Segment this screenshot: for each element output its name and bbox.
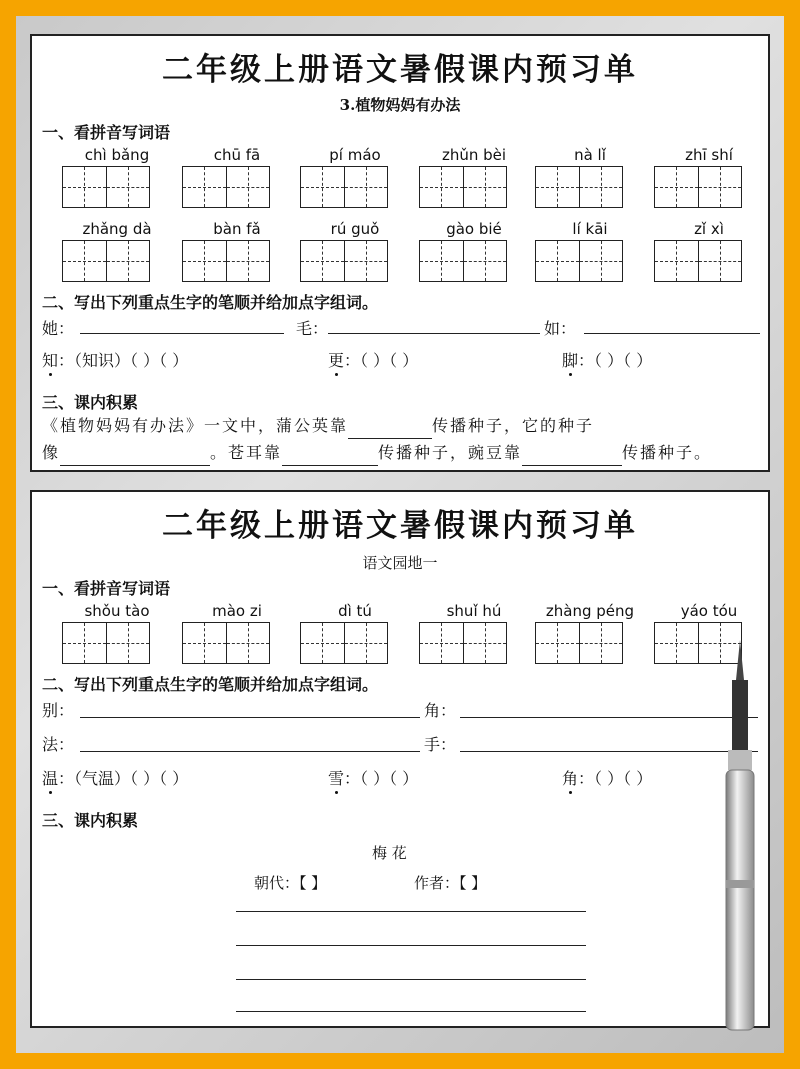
section-pinyin-heading: 一、看拼音写词语 (42, 579, 171, 598)
pinyin-label: zhàng péng (545, 602, 635, 620)
writing-grid[interactable] (182, 622, 270, 664)
page-title: 二年级上册语文暑假课内预习单 (162, 508, 638, 544)
writing-grid[interactable] (654, 166, 742, 208)
dotted-char: 知 (42, 348, 58, 371)
dotted-char: 温 (42, 766, 58, 789)
writing-grid[interactable] (182, 166, 270, 208)
section-stroke-heading: 二、写出下列重点生字的笔顺并给加点字组词。 (42, 293, 379, 312)
stroke-char: 她： (42, 319, 75, 338)
writing-grid[interactable] (654, 240, 742, 282)
fill-paragraph (42, 412, 758, 466)
pinyin-label: rú guǒ (330, 220, 380, 238)
pinyin-label: chū fā (213, 146, 261, 164)
lesson-subtitle: 语文园地一 (362, 554, 438, 572)
stroke-char: 法： (42, 735, 75, 754)
dotted-char: 更 (328, 348, 344, 371)
stroke-char: 毛： (296, 319, 329, 338)
writing-grid[interactable] (535, 166, 623, 208)
pinyin-label: gào bié (446, 220, 502, 238)
pinyin-label: yáo tóu (680, 602, 738, 620)
answer-line[interactable] (80, 716, 420, 718)
answer-line[interactable] (460, 750, 758, 752)
section-stroke-heading: 二、写出下列重点生字的笔顺并给加点字组词。 (42, 675, 379, 694)
fountain-pen-icon (716, 640, 756, 1040)
blank-line[interactable] (348, 418, 432, 439)
paragraph-text: 传播种子，它的种子 (432, 416, 595, 435)
writing-grid[interactable] (419, 166, 507, 208)
paragraph-text: 传播种子。 (622, 443, 713, 462)
word-brackets[interactable]: ：（ ）（ ） (344, 769, 419, 788)
dotted-char: 角 (562, 766, 578, 789)
writing-grid[interactable] (182, 240, 270, 282)
poem-author[interactable]: 作者：【 】 (414, 874, 487, 892)
lesson-subtitle: 3.植物妈妈有办法 (339, 96, 461, 114)
answer-line[interactable] (80, 750, 420, 752)
answer-line[interactable] (80, 332, 284, 334)
word-brackets[interactable]: ：（知识）（ ）（ ） (58, 351, 189, 370)
answer-line[interactable] (584, 332, 760, 334)
pinyin-label: chì bǎng (84, 146, 150, 164)
pinyin-label: pí máo (329, 146, 381, 164)
poem-line[interactable] (236, 944, 586, 946)
stroke-char: 角： (424, 701, 457, 720)
pinyin-label: mào zi (212, 602, 262, 620)
pinyin-label: zhǎng dà (82, 220, 152, 238)
stroke-char: 别： (42, 701, 75, 720)
pinyin-label: dì tú (338, 602, 372, 620)
blank-line[interactable] (522, 445, 622, 466)
writing-grid[interactable] (419, 622, 507, 664)
paragraph-text: 像 (42, 443, 61, 462)
poem-line[interactable] (236, 978, 586, 980)
paragraph-text: 《植物妈妈有办法》一文中，蒲公英靠 (42, 416, 349, 435)
writing-grid[interactable] (62, 622, 150, 664)
writing-grid[interactable] (62, 240, 150, 282)
word-brackets[interactable]: ：（气温）（ ）（ ） (58, 769, 189, 788)
pinyin-label: zhī shí (685, 146, 733, 164)
word-brackets[interactable]: ：（ ）（ ） (344, 351, 419, 370)
section-accumulate-heading: 三、课内积累 (42, 811, 139, 830)
poem-title: 梅 花 (372, 844, 407, 862)
pinyin-label: zhǔn bèi (441, 146, 507, 164)
writing-grid[interactable] (535, 240, 623, 282)
blank-line[interactable] (282, 445, 378, 466)
pinyin-label: shǒu tào (84, 602, 150, 620)
pinyin-label: bàn fǎ (213, 220, 261, 238)
page-title: 二年级上册语文暑假课内预习单 (162, 52, 638, 88)
writing-grid[interactable] (419, 240, 507, 282)
worksheet-1 (30, 34, 770, 472)
writing-grid[interactable] (62, 166, 150, 208)
poem-dynasty[interactable]: 朝代：【 】 (254, 874, 327, 892)
blank-line[interactable] (60, 445, 210, 466)
stroke-char: 如： (544, 319, 577, 338)
answer-line[interactable] (328, 332, 540, 334)
word-group-row (562, 348, 758, 371)
writing-grid[interactable] (535, 622, 623, 664)
pinyin-label: zǐ xì (694, 220, 724, 238)
word-brackets[interactable]: ：（ ）（ ） (578, 769, 653, 788)
section-accumulate-heading: 三、课内积累 (42, 393, 139, 412)
writing-grid[interactable] (300, 240, 388, 282)
paragraph-text: 。苍耳靠 (210, 443, 283, 462)
stroke-char: 手： (424, 735, 457, 754)
writing-grid[interactable] (300, 622, 388, 664)
worksheet-2 (30, 490, 770, 1028)
poem-line[interactable] (236, 910, 586, 912)
word-brackets[interactable]: ：（ ）（ ） (578, 351, 653, 370)
writing-grid[interactable] (300, 166, 388, 208)
pinyin-label: nà lǐ (574, 146, 606, 164)
answer-line[interactable] (460, 716, 758, 718)
paragraph-text: 传播种子，豌豆靠 (378, 443, 523, 462)
dotted-char: 脚 (562, 348, 578, 371)
pinyin-label: lí kāi (572, 220, 608, 238)
poem-line[interactable] (236, 1010, 586, 1012)
pinyin-label: shuǐ hú (446, 602, 502, 620)
dotted-char: 雪 (328, 766, 344, 789)
section-pinyin-heading: 一、看拼音写词语 (42, 123, 171, 142)
